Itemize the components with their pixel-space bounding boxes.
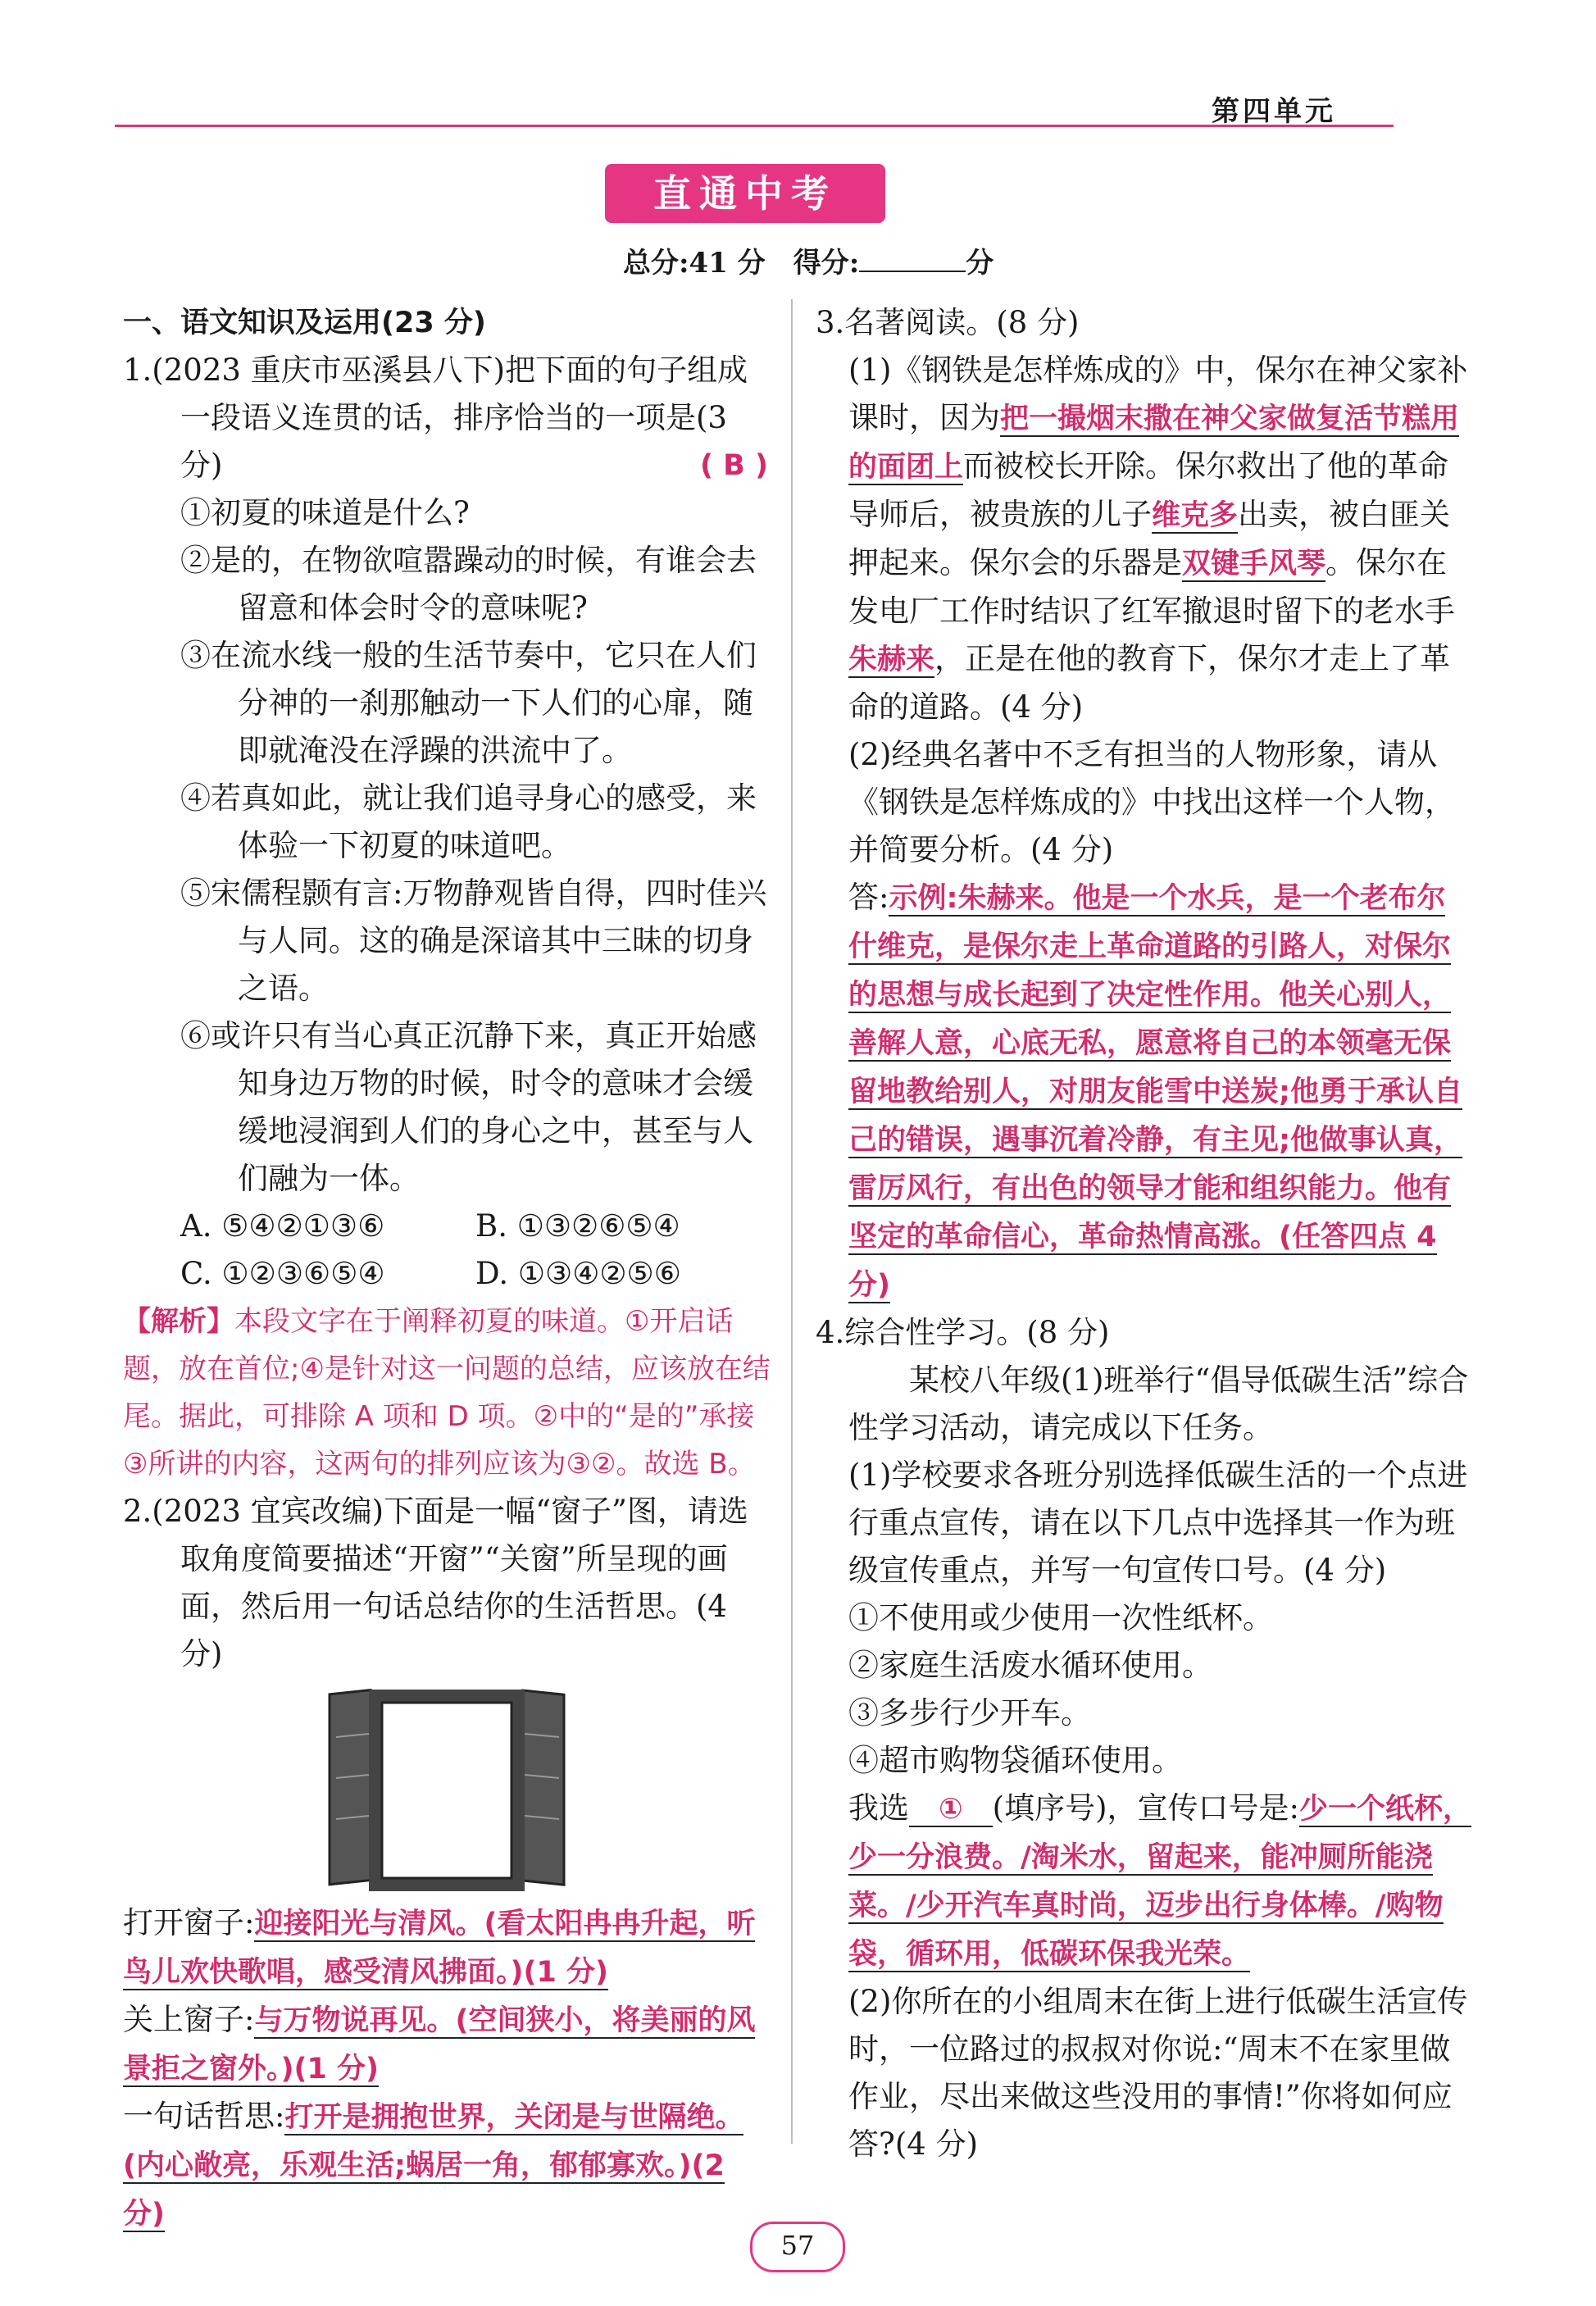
q2-philosophy: 一句话哲思:打开是拥抱世界，关闭是与世隔绝。(内心敞亮，乐观生活;蜗居一角，郁郁寡欢。)(2 分) — [123, 2099, 744, 2231]
q4-choose: 我选 ① (填序号)，宣传口号是:少一个纸杯，少一分浪费。/淘米水，留起来，能冲厕所能浇菜。/少开汽车真时尚，迈步出行身体棒。/购物袋，循环用，低碳环保我光荣。 — [848, 1790, 1471, 1971]
section-banner — [605, 164, 885, 223]
q3-answer-4[interactable]: 朱赫来 — [848, 644, 935, 676]
q2-open-answer[interactable]: 迎接阳光与清风。(看太阳冉冉升起，听鸟儿欢快歌唱，感受清风拂面。)(1 分) — [123, 1908, 756, 1989]
page-number: 57 — [750, 2222, 845, 2272]
q1-option[interactable]: C. ①②③⑥⑤④ — [180, 1256, 385, 1291]
section-heading: 一、语文知识及运用(23 分) — [123, 307, 486, 339]
q1-items — [123, 489, 771, 1203]
score-label: 总分:41 分 得分: — [623, 247, 860, 280]
q2-stem: 2.(2023 宜宾改编)下面是一幅“窗子”图，请选取角度简要描述“开窗”“关窗”所呈现的画面，然后用一句话总结你的生活哲思。(4 分) — [123, 1494, 748, 1672]
q1-item: ①初夏的味道是什么? — [180, 495, 470, 530]
q2-close-answer[interactable]: 与万物说再见。(空间狭小，将美丽的风景拒之窗外。)(1 分) — [123, 2004, 756, 2085]
score-line — [623, 240, 994, 280]
q1-item: ④若真如此，就让我们追寻身心的感受，来体验一下初夏的味道吧。 — [180, 780, 757, 863]
header-rule — [115, 125, 1394, 127]
q1-item: ②是的，在物欲喧嚣躁动的时候，有谁会去留意和体会时令的意味呢? — [180, 543, 757, 625]
q1-option[interactable]: A. ⑤④②①③⑥ — [180, 1208, 385, 1244]
q2-philosophy-answer[interactable]: 打开是拥抱世界，关闭是与世隔绝。(内心敞亮，乐观生活;蜗居一角，郁郁寡欢。)(2 分) — [123, 2101, 744, 2231]
q1-option[interactable]: B. ①③②⑥⑤④ — [475, 1208, 680, 1244]
q4-item: ①不使用或少使用一次性纸杯。 — [848, 1600, 1273, 1635]
q3-part2: (2)经典名著中不乏有担当的人物形象，请从《钢铁是怎样炼成的》中找出这样一个人物，并简要分析。(4 分) — [848, 737, 1455, 867]
q3-part2-answer-row: 答:示例:朱赫来。他是一个水兵，是一个老布尔什维克，是保尔走上革命道路的引路人，对保尔的思想与成长起到了决定性作用。他关心别人，善解人意，心底无私，愿意将自己的本领毫无保留地教给别人，对朋友能雪中送炭;他勇于承认自己的错误，遇事沉着冷静，有主见;他做事认真，雷厉风行，有出色的领导才能和组织能力。他有坚定的革命信心，革命热情高涨。(任答四点 4 分) — [848, 880, 1462, 1302]
q1-option[interactable]: D. ①③④②⑤⑥ — [475, 1256, 681, 1291]
q3-part1: (1)《钢铁是怎样炼成的》中，保尔在神父家补课时，因为把一撮烟末撒在神父家做复活节糕用的面团上而被校长开除。保尔救出了他的革命导师后，被贵族的儿子维克多出卖，被白匪关押起来。保尔会的乐器是双键手风琴。保尔在发电厂工作时结识了红军撤退时留下的老水手朱赫来，正是在他的教育下，保尔才走上了革命的道路。(4 分) — [848, 352, 1468, 725]
q1-options-row — [123, 1203, 771, 1250]
q1-item: ⑥或许只有当心真正沉静下来，真正开始感知身边万物的时候，时令的意味才会缓缓地浸润到人们的身心之中，甚至与人们融为一体。 — [180, 1018, 757, 1196]
q1-item: ③在流水线一般的生活节奏中，它只在人们分神的一刹那触动一下人们的心扉，随即就淹没在浮躁的洪流中了。 — [180, 638, 757, 768]
q4-item: ④超市购物袋循环使用。 — [848, 1743, 1182, 1778]
q1-analysis: 【解析】本段文字在于阐释初夏的味道。①开启话题，放在首位;④是针对这一问题的总结，应该放在结尾。据此，可排除 A 项和 D 项。②中的“是的”承接③所讲的内容，这两句的排列应该为③②。故选 B。 — [123, 1305, 771, 1480]
q3-stem: 3.名著阅读。(8 分) — [816, 305, 1080, 340]
section-title: 直通中考 — [653, 171, 837, 216]
right-column — [816, 299, 1473, 2168]
q1-stem: 1.(2023 重庆市巫溪县八下)把下面的句子组成一段语义连贯的话，排序恰当的一项是(3 分) ( B ) — [123, 347, 771, 489]
q4-item: ③多步行少开车。 — [848, 1695, 1091, 1731]
q4-stem: 4.综合性学习。(8 分) — [816, 1315, 1110, 1350]
q3-answer-1[interactable]: 把一撮烟末撒在神父家做复活节糕用的面团上 — [848, 403, 1460, 484]
q2-open: 打开窗子:迎接阳光与清风。(看太阳冉冉升起，听鸟儿欢快歌唱，感受清风拂面。)(1 分) — [123, 1905, 756, 1989]
column-divider — [791, 299, 793, 2144]
q4-choice-answer[interactable]: ① — [909, 1793, 993, 1827]
q4-part1: (1)学校要求各班分别选择低碳生活的一个点进行重点宣传，请在以下几点中选择其一作为班级宣传重点，并写一句宣传口号。(4 分) — [848, 1458, 1468, 1588]
unit-label: 第四单元 — [1212, 95, 1336, 128]
q1-options-row — [123, 1250, 771, 1298]
q1-item: ⑤宋儒程颢有言:万物静观皆自得，四时佳兴与人同。这的确是深谙其中三昧的切身之语。 — [180, 876, 767, 1006]
score-blank[interactable] — [859, 248, 966, 272]
q1-answer: ( B ) — [700, 449, 769, 482]
q3-answer-3[interactable]: 双键手风琴 — [1182, 548, 1326, 580]
q4-item: ②家庭生活废水循环使用。 — [848, 1648, 1212, 1683]
q2-close: 关上窗子:与万物说再见。(空间狭小，将美丽的风景拒之窗外。)(1 分) — [123, 2002, 756, 2085]
score-unit: 分 — [966, 247, 994, 280]
left-column — [123, 299, 771, 2238]
q3-answer-2[interactable]: 维克多 — [1152, 499, 1239, 532]
q3-part2-answer[interactable]: 示例:朱赫来。他是一个水兵，是一个老布尔什维克，是保尔走上革命道路的引路人，对保尔的思想与成长起到了决定性作用。他关心别人，善解人意，心底无私，愿意将自己的本领毫无保留地教给别人，对朋友能雪中送炭;他勇于承认自己的错误，遇事沉着冷静，有主见;他做事认真，雷厉风行，有出色的领导才能和组织能力。他有坚定的革命信心，革命热情高涨。(任答四点 4 分) — [848, 882, 1462, 1302]
window-illustration — [328, 1688, 566, 1893]
q4-intro: 某校八年级(1)班举行“倡导低碳生活”综合性学习活动，请完成以下任务。 — [848, 1362, 1469, 1445]
q4-part2: (2)你所在的小组周末在街上进行低碳生活宣传时，一位路过的叔叔对你说:“周末不在家里做作业，尽出来做这些没用的事情!”你将如何应答?(4 分) — [848, 1984, 1468, 2162]
q4-slogan-answer[interactable]: 少一个纸杯，少一分浪费。/淘米水，留起来，能冲厕所能浇菜。/少开汽车真时尚，迈步出行身体棒。/购物袋，循环用，低碳环保我光荣。 — [848, 1793, 1471, 1971]
